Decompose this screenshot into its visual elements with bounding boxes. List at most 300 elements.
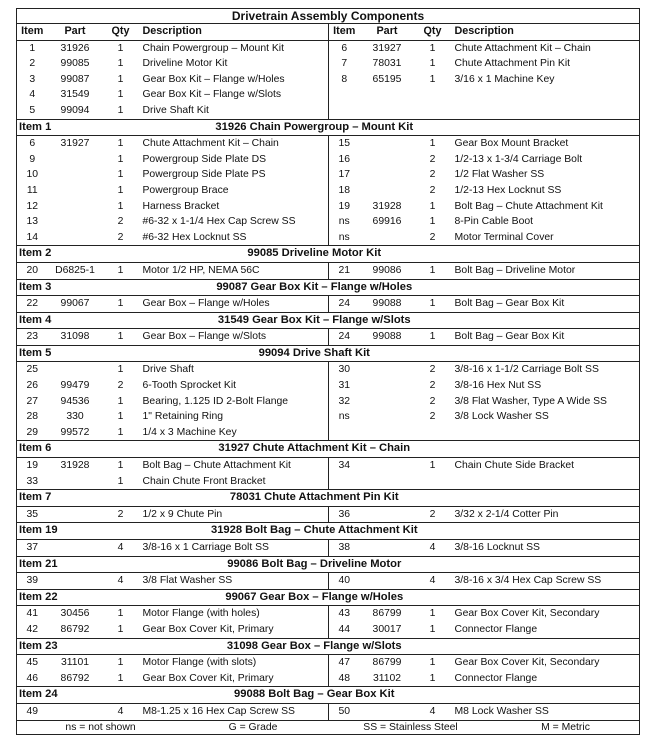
cell-qty: 1 (429, 58, 436, 70)
cell-qty (415, 87, 451, 103)
cell-item: 36 (329, 506, 360, 523)
cell-description: 6-Tooth Sprocket Kit (142, 380, 237, 392)
cell-qty (415, 474, 451, 490)
table-row (17, 296, 640, 313)
cell-qty: 1 (117, 89, 124, 101)
cell-description: 1/2-13 Hex Locknut SS (451, 183, 640, 199)
cell-item: 28 (17, 409, 48, 425)
cell-item: 27 (17, 394, 48, 410)
cell-part (360, 230, 415, 246)
cell-item: 32 (329, 394, 360, 410)
column-header-row (17, 24, 640, 41)
cell-item: 22 (17, 296, 48, 313)
cell-qty (415, 103, 451, 119)
cell-description: Bolt Bag – Chute Attachment Kit (451, 199, 640, 215)
cell-part: 330 (66, 411, 84, 423)
cell-description: #6-32 Hex Locknut SS (142, 231, 247, 243)
cell-description (451, 103, 640, 119)
cell-description: 3/8 Lock Washer SS (451, 409, 640, 425)
cell-description: 3/32 x 2-1/4 Cotter Pin (451, 506, 640, 523)
table-row (17, 362, 640, 378)
cell-item: 26 (17, 378, 48, 394)
section-title: 31549 Gear Box Kit – Flange w/Slots (48, 312, 640, 329)
cell-description: Connector Flange (451, 671, 640, 687)
section-header-row (17, 279, 640, 296)
table-row (17, 458, 640, 474)
cell-description: Motor Terminal Cover (451, 230, 640, 246)
cell-qty: 1 (429, 73, 436, 85)
cell-description: Gear Box – Flange w/Slots (142, 331, 267, 343)
cell-qty: 1 (117, 608, 124, 620)
table-row (17, 183, 640, 199)
cell-item: 39 (17, 573, 48, 590)
cell-description: 3/8-16 x 1 Carriage Bolt SS (142, 542, 269, 553)
cell-part (360, 378, 415, 394)
legend-entry: G = Grade (228, 721, 278, 733)
cell-description: Harness Bracket (142, 200, 220, 212)
cell-description: Motor Flange (with holes) (142, 608, 260, 620)
section-label: Item 19 (17, 523, 48, 540)
cell-part: 99088 (372, 298, 402, 310)
cell-qty: 1 (429, 608, 436, 620)
cell-item: 38 (329, 540, 360, 557)
table-row (17, 378, 640, 394)
legend (17, 720, 640, 734)
table-row (17, 606, 640, 622)
cell-description (451, 87, 640, 103)
cell-description: Driveline Motor Kit (142, 58, 228, 70)
cell-qty: 4 (117, 575, 124, 587)
cell-qty: 2 (429, 395, 436, 407)
cell-item: 47 (329, 655, 360, 671)
cell-item: 17 (329, 167, 360, 183)
cell-description: Bolt Bag – Gear Box Kit (451, 296, 640, 313)
cell-description: Powergroup Side Plate DS (142, 153, 267, 165)
cell-item: 6 (17, 136, 48, 152)
cell-item: 7 (329, 56, 360, 72)
table-row (17, 87, 640, 103)
cell-item: 3 (17, 72, 48, 88)
cell-item: ns (329, 214, 360, 230)
cell-description: Drive Shaft Kit (142, 104, 209, 116)
cell-part: 30456 (60, 608, 90, 620)
cell-item: 13 (17, 214, 48, 230)
cell-qty: 1 (429, 460, 436, 472)
cell-description: 1/2-13 x 1-3/4 Carriage Bolt (451, 152, 640, 168)
cell-qty: 1 (117, 331, 124, 343)
cell-qty: 1 (117, 623, 124, 635)
cell-item: 10 (17, 167, 48, 183)
cell-qty: 2 (429, 380, 436, 392)
cell-qty: 1 (117, 138, 124, 150)
cell-description: 1/4 x 3 Machine Key (142, 426, 237, 438)
cell-item: 40 (329, 573, 360, 590)
cell-part (360, 394, 415, 410)
column-header-description: Description (139, 24, 329, 41)
cell-part (48, 474, 103, 490)
cell-qty: 1 (117, 73, 124, 85)
cell-description: Bolt Bag – Chute Attachment Kit (142, 460, 291, 472)
section-header-row (17, 490, 640, 507)
section-title: 99086 Bolt Bag – Driveline Motor (48, 556, 640, 573)
cell-item: 11 (17, 183, 48, 199)
cell-description: Bearing, 1.125 ID 2-Bolt Flange (142, 395, 289, 407)
cell-item: 35 (17, 506, 48, 523)
cell-qty: 1 (429, 672, 436, 684)
cell-qty: 2 (429, 184, 436, 196)
cell-qty: 1 (117, 672, 124, 684)
cell-qty: 2 (429, 411, 436, 423)
cell-qty: 2 (429, 508, 436, 520)
cell-description: Powergroup Side Plate PS (142, 169, 266, 181)
cell-part (360, 87, 415, 103)
section-header-row (17, 441, 640, 458)
table-row (17, 409, 640, 425)
cell-description: M8-1.25 x 16 Hex Cap Screw SS (139, 703, 329, 720)
cell-qty: 2 (117, 231, 124, 243)
cell-qty: 2 (117, 508, 124, 520)
legend-entry: M = Metric (541, 721, 590, 733)
column-header-item: Item (17, 24, 48, 41)
section-label: Item 24 (17, 687, 48, 704)
cell-qty: 4 (415, 703, 451, 720)
cell-qty: 1 (429, 216, 436, 228)
cell-item (329, 474, 360, 490)
cell-item: 50 (329, 703, 360, 720)
cell-description (451, 474, 640, 490)
table-row (17, 329, 640, 346)
cell-part (360, 506, 415, 523)
table-row (17, 214, 640, 230)
cell-description: Chain Chute Front Bracket (142, 475, 266, 487)
cell-part: 31928 (60, 460, 90, 472)
cell-part: 31928 (372, 200, 402, 212)
cell-item: 41 (17, 606, 48, 622)
cell-part: 86799 (372, 657, 402, 669)
cell-qty: 1 (117, 42, 124, 54)
section-header-row (17, 345, 640, 362)
section-title: 99088 Bolt Bag – Gear Box Kit (48, 687, 640, 704)
cell-part (360, 152, 415, 168)
section-label: Item 4 (17, 312, 48, 329)
cell-item: 43 (329, 606, 360, 622)
cell-item: 37 (17, 540, 48, 557)
parts-table (16, 8, 640, 735)
table-row (17, 152, 640, 168)
cell-item: 31 (329, 378, 360, 394)
table-row (17, 103, 640, 119)
cell-item (329, 103, 360, 119)
cell-qty: 1 (117, 184, 124, 196)
section-title: 99085 Driveline Motor Kit (48, 246, 640, 263)
cell-part (48, 362, 103, 378)
section-header-row (17, 589, 640, 606)
cell-description: 8-Pin Cable Boot (451, 214, 640, 230)
table-title: Drivetrain Assembly Components (17, 9, 640, 24)
cell-description: Drive Shaft (142, 364, 194, 376)
cell-part: 99572 (60, 426, 90, 438)
section-header-row (17, 523, 640, 540)
cell-item: 23 (17, 329, 48, 346)
table-row (17, 56, 640, 72)
section-label: Item 23 (17, 638, 48, 655)
section-title: 99087 Gear Box Kit – Flange w/Holes (48, 279, 640, 296)
cell-description: 1" Retaining Ring (142, 411, 224, 423)
cell-qty: 1 (117, 200, 124, 212)
cell-part (48, 199, 103, 215)
cell-part: 99094 (60, 104, 90, 116)
cell-part: 31102 (372, 672, 402, 684)
cell-part: 30017 (372, 623, 402, 635)
cell-description: Bolt Bag – Driveline Motor (451, 262, 640, 279)
cell-item: 9 (17, 152, 48, 168)
cell-part: 31927 (60, 138, 90, 150)
cell-item: 25 (17, 362, 48, 378)
table-row (17, 655, 640, 671)
cell-description: 1/2 x 9 Chute Pin (142, 508, 223, 520)
section-header-row (17, 119, 640, 136)
cell-qty: 4 (117, 542, 124, 553)
table-row (17, 230, 640, 246)
section-label: Item 21 (17, 556, 48, 573)
legend-row (17, 720, 640, 734)
cell-item (329, 425, 360, 441)
section-label: Item 22 (17, 589, 48, 606)
cell-description: #6-32 x 1-1/4 Hex Cap Screw SS (142, 216, 296, 228)
cell-part: 99067 (60, 298, 90, 310)
cell-description: Motor 1/2 HP, NEMA 56C (142, 264, 260, 276)
cell-description: Chute Attachment Pin Kit (451, 56, 640, 72)
cell-item: 19 (17, 458, 48, 474)
column-header-item: Item (329, 24, 360, 41)
table-row (17, 622, 640, 638)
cell-description: Gear Box Kit – Flange w/Slots (142, 89, 282, 101)
cell-qty: 2 (429, 231, 436, 243)
cell-qty: 1 (429, 331, 436, 343)
cell-part: 99479 (60, 380, 90, 392)
cell-description: Bolt Bag – Gear Box Kit (451, 329, 640, 346)
section-header-row (17, 687, 640, 704)
cell-part: 86792 (60, 623, 90, 635)
cell-part: 31098 (60, 331, 90, 343)
cell-part (48, 703, 103, 720)
cell-part: 31549 (60, 89, 90, 101)
cell-description: 3/8-16 x 1-1/2 Carriage Bolt SS (451, 362, 640, 378)
cell-item: 1 (17, 40, 48, 56)
cell-description: Powergroup Brace (142, 184, 229, 196)
cell-item: ns (329, 230, 360, 246)
cell-qty: 1 (117, 58, 124, 70)
cell-item: 30 (329, 362, 360, 378)
cell-qty: 1 (117, 298, 124, 310)
cell-description: Connector Flange (451, 622, 640, 638)
cell-item: 6 (329, 40, 360, 56)
cell-part (360, 136, 415, 152)
cell-qty: 1 (117, 411, 124, 423)
cell-part (360, 474, 415, 490)
cell-item: 18 (329, 183, 360, 199)
cell-qty: 1 (117, 169, 124, 181)
table-row (17, 40, 640, 56)
table-row (17, 540, 640, 557)
cell-part: 86792 (60, 672, 90, 684)
section-title: 31098 Gear Box – Flange w/Slots (48, 638, 640, 655)
cell-part: 31101 (60, 657, 90, 669)
cell-qty: 2 (429, 153, 436, 165)
cell-description: Motor Flange (with slots) (142, 657, 257, 669)
cell-description: Gear Box Mount Bracket (451, 136, 640, 152)
cell-qty: 4 (429, 542, 436, 553)
legend-entry: ns = not shown (65, 721, 136, 733)
parts-list (16, 8, 639, 735)
section-header-row (17, 312, 640, 329)
cell-item: 45 (17, 655, 48, 671)
table-row (17, 136, 640, 152)
table-row (17, 167, 640, 183)
section-label: Item 5 (17, 345, 48, 362)
cell-qty: 1 (429, 657, 436, 669)
cell-description: 3/8-16 Hex Nut SS (451, 378, 640, 394)
section-title: 31928 Bolt Bag – Chute Attachment Kit (48, 523, 640, 540)
table-row (17, 72, 640, 88)
cell-item (329, 87, 360, 103)
table-row (17, 671, 640, 687)
cell-item: ns (329, 409, 360, 425)
cell-item: 14 (17, 230, 48, 246)
cell-item: 21 (329, 262, 360, 279)
cell-item: 2 (17, 56, 48, 72)
cell-part (360, 425, 415, 441)
cell-description: Gear Box – Flange w/Holes (142, 298, 270, 310)
cell-qty (415, 425, 451, 441)
cell-part (360, 703, 415, 720)
cell-qty: 1 (429, 298, 436, 310)
cell-description: Chain Powergroup – Mount Kit (142, 42, 285, 54)
legend-entry: SS = Stainless Steel (363, 721, 458, 733)
cell-part (48, 152, 103, 168)
cell-description: M8 Lock Washer SS (451, 703, 640, 720)
cell-part (360, 167, 415, 183)
cell-part (360, 103, 415, 119)
cell-part (48, 167, 103, 183)
cell-item: 34 (329, 458, 360, 474)
cell-qty: 2 (117, 380, 124, 392)
cell-part (48, 506, 103, 523)
column-header-part: Part (360, 24, 415, 41)
cell-part: 99087 (60, 73, 90, 85)
column-header-part: Part (48, 24, 103, 41)
cell-part: 99088 (372, 331, 402, 343)
table-row (17, 199, 640, 215)
cell-part: 94536 (60, 395, 90, 407)
cell-qty: 1 (117, 153, 124, 165)
table-row (17, 394, 640, 410)
cell-description: Gear Box Cover Kit, Secondary (451, 655, 640, 671)
cell-item: 5 (17, 103, 48, 119)
section-title: 99094 Drive Shaft Kit (48, 345, 640, 362)
table-row (17, 425, 640, 441)
cell-description: 3/8 Flat Washer, Type A Wide SS (451, 394, 640, 410)
cell-part (48, 183, 103, 199)
cell-part (360, 458, 415, 474)
cell-part: 69916 (372, 216, 402, 228)
cell-part: 78031 (372, 58, 402, 70)
column-header-qty: Qty (103, 24, 139, 41)
cell-item: 12 (17, 199, 48, 215)
cell-qty: 1 (117, 264, 124, 276)
cell-item: 8 (329, 72, 360, 88)
cell-part (360, 540, 415, 557)
cell-item: 33 (17, 474, 48, 490)
cell-qty: 4 (103, 703, 139, 720)
cell-description: 3/8-16 Locknut SS (451, 540, 640, 557)
cell-part: 31927 (372, 42, 402, 54)
cell-qty: 1 (429, 200, 436, 212)
cell-qty: 1 (429, 42, 436, 54)
section-header-row (17, 638, 640, 655)
section-title: 31927 Chute Attachment Kit – Chain (48, 441, 640, 458)
cell-qty: 1 (117, 364, 124, 376)
cell-item: 42 (17, 622, 48, 638)
section-header-row (17, 556, 640, 573)
cell-description: Chute Attachment Kit – Chain (142, 138, 279, 150)
cell-description: 1/2 Flat Washer SS (451, 167, 640, 183)
section-label: Item 6 (17, 441, 48, 458)
table-row (17, 474, 640, 490)
cell-item: 48 (329, 671, 360, 687)
cell-item: 20 (17, 262, 48, 279)
section-title: 31926 Chain Powergroup – Mount Kit (48, 119, 640, 136)
section-label: Item 2 (17, 246, 48, 263)
cell-qty: 1 (117, 395, 124, 407)
cell-part: 99085 (60, 58, 90, 70)
section-label: Item 7 (17, 490, 48, 507)
cell-qty: 1 (429, 264, 436, 276)
section-label: Item 3 (17, 279, 48, 296)
cell-item: 49 (17, 703, 48, 720)
cell-part: 86799 (372, 608, 402, 620)
cell-description: Chute Attachment Kit – Chain (451, 40, 640, 56)
section-title: 78031 Chute Attachment Pin Kit (48, 490, 640, 507)
cell-part (48, 214, 103, 230)
cell-qty: 1 (117, 657, 124, 669)
cell-part: 99086 (372, 264, 402, 276)
cell-description: 3/16 x 1 Machine Key (451, 72, 640, 88)
table-row (17, 262, 640, 279)
table-title-row (17, 9, 640, 24)
cell-part (360, 573, 415, 590)
section-label: Item 1 (17, 119, 48, 136)
cell-part (48, 573, 103, 590)
cell-qty: 1 (117, 426, 124, 438)
cell-description: Gear Box Kit – Flange w/Holes (142, 73, 285, 85)
cell-item: 16 (329, 152, 360, 168)
cell-item: 24 (329, 329, 360, 346)
cell-qty: 2 (429, 364, 436, 376)
cell-qty: 1 (117, 475, 124, 487)
cell-description (451, 425, 640, 441)
cell-part (48, 230, 103, 246)
cell-item: 46 (17, 671, 48, 687)
cell-qty: 1 (429, 623, 436, 635)
cell-part: 65195 (372, 73, 402, 85)
cell-description: 3/8-16 x 3/4 Hex Cap Screw SS (451, 573, 640, 590)
cell-description: Gear Box Cover Kit, Secondary (451, 606, 640, 622)
cell-qty: 2 (117, 216, 124, 228)
cell-qty: 1 (117, 460, 124, 472)
cell-part (48, 540, 103, 557)
cell-qty: 2 (429, 169, 436, 181)
